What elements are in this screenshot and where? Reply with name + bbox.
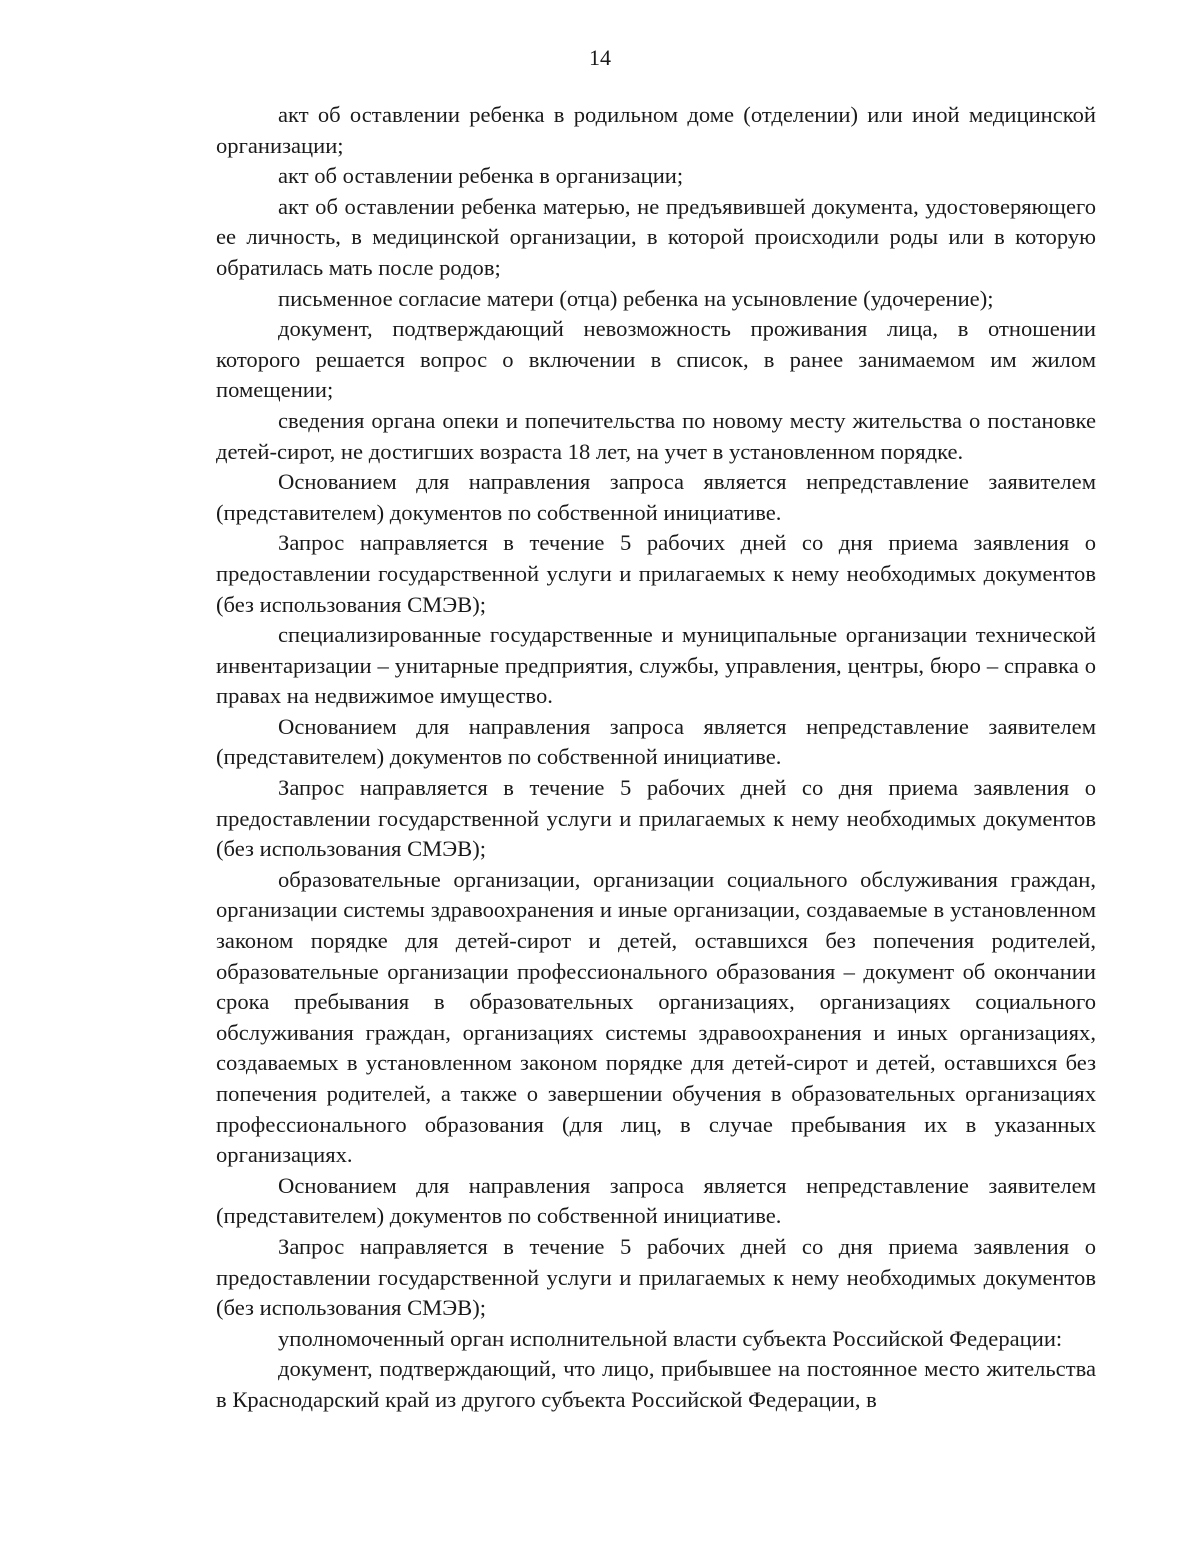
paragraph-request-basis-3: Основанием для направления запроса является непредставление заявителем (представителем) документов по собственной инициативе. bbox=[216, 1172, 1096, 1229]
document-body bbox=[216, 100, 1096, 1416]
paragraph-guardianship-registration: сведения органа опеки и попечительства по новому месту жительства о постановке детей-сирот, не достигших возраста 18 лет, на учет в установленном порядке. bbox=[216, 407, 1096, 464]
paragraph-request-basis-1: Основанием для направления запроса является непредставление заявителем (представителем) документов по собственной инициативе. bbox=[216, 469, 1096, 525]
paragraph-request-term-2: Запрос направляется в течение 5 рабочих дней со дня приема заявления о предоставлении государственной услуги и прилагаемых к нему необходимых документов (без использования СМЭВ); bbox=[216, 775, 1096, 862]
paragraph-act-maternity-home: акт об оставлении ребенка в родильном доме (отделении) или иной медицинской организации; bbox=[216, 102, 1096, 158]
paragraph-educational-organizations: образовательные организации, организации социального обслуживания граждан, организации системы здравоохранения и иные организации, создаваемые в установленном законом порядке для детей-сирот и детей, оставшихся без попечения родителей, образовательные организации профессионального образования – документ об окончании срока пребывания в образовательных организациях, организациях социального обслуживания граждан, организациях системы здравоохранения и иных организациях, создаваемых в установленном законом порядке для детей-сирот и детей, оставшихся без попечения родителей, а также о завершении обучения в образовательных организациях профессионального образования (для лиц, в случае пребывания их в указанных организациях. bbox=[216, 866, 1096, 1168]
page-number: 14 bbox=[589, 45, 611, 70]
paragraph-request-basis-2: Основанием для направления запроса является непредставление заявителем (представителем) документов по собственной инициативе. bbox=[216, 713, 1096, 770]
paragraph-request-term-3: Запрос направляется в течение 5 рабочих дней со дня приема заявления о предоставлении государственной услуги и прилагаемых к нему необходимых документов (без использования СМЭВ); bbox=[216, 1233, 1096, 1321]
paragraph-adoption-consent: письменное согласие матери (отца) ребенка на усыновление (удочерение); bbox=[278, 285, 994, 311]
paragraph-authorized-body: уполномоченный орган исполнительной власти субъекта Российской Федерации: bbox=[278, 1325, 1063, 1351]
paragraph-request-term-1: Запрос направляется в течение 5 рабочих дней со дня приема заявления о предоставлении государственной услуги и прилагаемых к нему необходимых документов (без использования СМЭВ); bbox=[216, 530, 1096, 617]
paragraph-residence-impossibility: документ, подтверждающий невозможность проживания лица, в отношении которого решается вопрос о включении в список, в ранее занимаемом им жилом помещении; bbox=[216, 316, 1096, 403]
paragraph-technical-inventory: специализированные государственные и муниципальные организации технической инвентаризации – унитарные предприятия, службы, управления, центры, бюро – справка о правах на недвижимое имущество. bbox=[216, 622, 1096, 709]
paragraph-relocation-document: документ, подтверждающий, что лицо, прибывшее на постоянное место жительства в Краснодарский край из другого субъекта Российской Федерации, в bbox=[216, 1356, 1096, 1412]
paragraph-act-organization: акт об оставлении ребенка в организации; bbox=[278, 163, 684, 189]
paragraph-act-mother-no-document: акт об оставлении ребенка матерью, не предъявившей документа, удостоверяющего ее личность, в медицинской организации, в которой происходили роды или в которую обратилась мать после родов; bbox=[216, 193, 1096, 280]
